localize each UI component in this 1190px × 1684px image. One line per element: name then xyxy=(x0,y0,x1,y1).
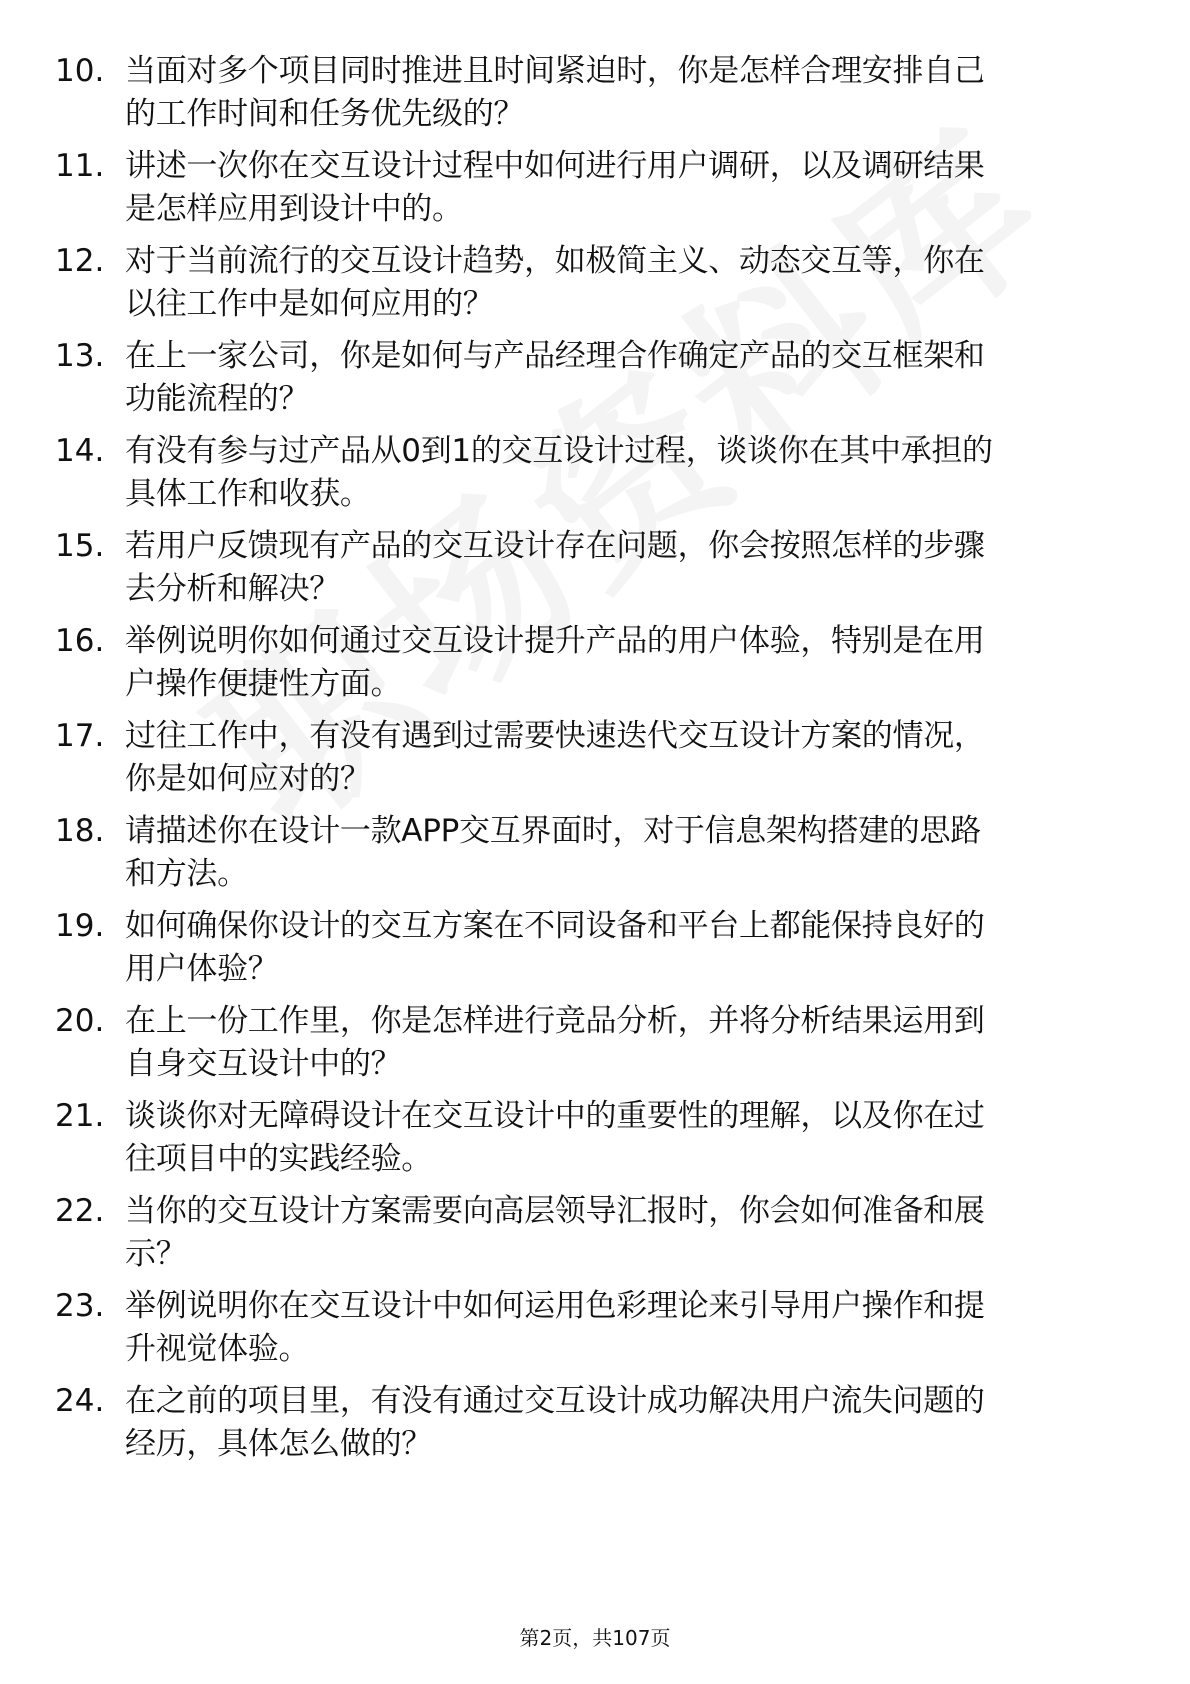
question-text xyxy=(125,620,1165,706)
list-item xyxy=(55,620,1135,706)
page-footer xyxy=(0,1625,1190,1651)
question-number: 11. xyxy=(55,148,105,184)
question-text xyxy=(125,810,1165,896)
question-text xyxy=(125,1095,1165,1181)
list-item xyxy=(55,1380,1135,1466)
question-text xyxy=(125,1380,1165,1466)
list-item xyxy=(55,1285,1135,1371)
question-line: 升视觉体验。 xyxy=(125,1331,310,1367)
question-line: 谈谈你对无障碍设计在交互设计中的重要性的理解，以及你在过 xyxy=(125,1098,985,1134)
question-number: 14. xyxy=(55,433,105,469)
list-item xyxy=(55,1000,1135,1086)
question-number: 22. xyxy=(55,1193,105,1229)
list-item xyxy=(55,240,1135,326)
question-number: 19. xyxy=(55,908,105,944)
question-line: 户操作便捷性方面。 xyxy=(125,666,402,702)
question-text xyxy=(125,905,1165,991)
list-item xyxy=(55,905,1135,991)
question-number: 16. xyxy=(55,623,105,659)
question-line: 在上一家公司，你是如何与产品经理合作确定产品的交互框架和 xyxy=(125,338,985,374)
question-line: 对于当前流行的交互设计趋势，如极简主义、动态交互等，你在 xyxy=(125,243,985,279)
question-text xyxy=(125,50,1165,136)
question-text xyxy=(125,1190,1165,1276)
question-line: 若用户反馈现有产品的交互设计存在问题，你会按照怎样的步骤 xyxy=(125,528,985,564)
page-number-label: 第2页，共107页 xyxy=(519,1626,671,1650)
question-line: 讲述一次你在交互设计过程中如何进行用户调研，以及调研结果 xyxy=(125,148,985,184)
question-line: 在上一份工作里，你是怎样进行竞品分析，并将分析结果运用到 xyxy=(125,1003,985,1039)
list-item xyxy=(55,335,1135,421)
question-line: 具体工作和收获。 xyxy=(125,476,371,512)
question-number: 21. xyxy=(55,1098,105,1134)
list-item xyxy=(55,145,1135,231)
question-text xyxy=(125,145,1165,231)
question-text xyxy=(125,240,1165,326)
question-number: 23. xyxy=(55,1288,105,1324)
question-number: 17. xyxy=(55,718,105,754)
question-line: 去分析和解决？ xyxy=(125,571,340,607)
question-line: 有没有参与过产品从0到1的交互设计过程，谈谈你在其中承担的 xyxy=(125,433,993,469)
question-number: 15. xyxy=(55,528,105,564)
question-line: 用户体验？ xyxy=(125,951,279,987)
list-item xyxy=(55,1095,1135,1181)
list-item xyxy=(55,50,1135,136)
question-line: 当你的交互设计方案需要向高层领导汇报时，你会如何准备和展 xyxy=(125,1193,985,1229)
question-line: 你是如何应对的？ xyxy=(125,761,371,797)
question-line: 是怎样应用到设计中的。 xyxy=(125,191,463,227)
question-number: 18. xyxy=(55,813,105,849)
list-item xyxy=(55,810,1135,896)
question-line: 往项目中的实践经验。 xyxy=(125,1141,432,1177)
question-line: 的工作时间和任务优先级的？ xyxy=(125,96,525,132)
question-text xyxy=(125,715,1165,801)
question-number: 10. xyxy=(55,53,105,89)
list-item xyxy=(55,525,1135,611)
question-line: 自身交互设计中的？ xyxy=(125,1046,402,1082)
question-line: 过往工作中，有没有遇到过需要快速迭代交互设计方案的情况， xyxy=(125,718,985,754)
question-text xyxy=(125,1285,1165,1371)
question-line: 举例说明你如何通过交互设计提升产品的用户体验，特别是在用 xyxy=(125,623,985,659)
list-item xyxy=(55,715,1135,801)
question-line: 功能流程的？ xyxy=(125,381,310,417)
question-number: 20. xyxy=(55,1003,105,1039)
list-item xyxy=(55,1190,1135,1276)
question-text xyxy=(125,525,1165,611)
question-number: 24. xyxy=(55,1383,105,1419)
question-text xyxy=(125,430,1165,516)
question-line: 和方法。 xyxy=(125,856,248,892)
question-number: 12. xyxy=(55,243,105,279)
question-line: 如何确保你设计的交互方案在不同设备和平台上都能保持良好的 xyxy=(125,908,985,944)
question-text xyxy=(125,335,1165,421)
question-line: 请描述你在设计一款APP交互界面时，对于信息架构搭建的思路 xyxy=(125,813,981,849)
question-line: 当面对多个项目同时推进且时间紧迫时，你是怎样合理安排自己 xyxy=(125,53,985,89)
question-line: 经历，具体怎么做的？ xyxy=(125,1426,432,1462)
question-line: 在之前的项目里，有没有通过交互设计成功解决用户流失问题的 xyxy=(125,1383,985,1419)
question-line: 示？ xyxy=(125,1236,187,1272)
question-line: 以往工作中是如何应用的？ xyxy=(125,286,494,322)
question-text xyxy=(125,1000,1165,1086)
list-item xyxy=(55,430,1135,516)
question-line: 举例说明你在交互设计中如何运用色彩理论来引导用户操作和提 xyxy=(125,1288,985,1324)
question-number: 13. xyxy=(55,338,105,374)
